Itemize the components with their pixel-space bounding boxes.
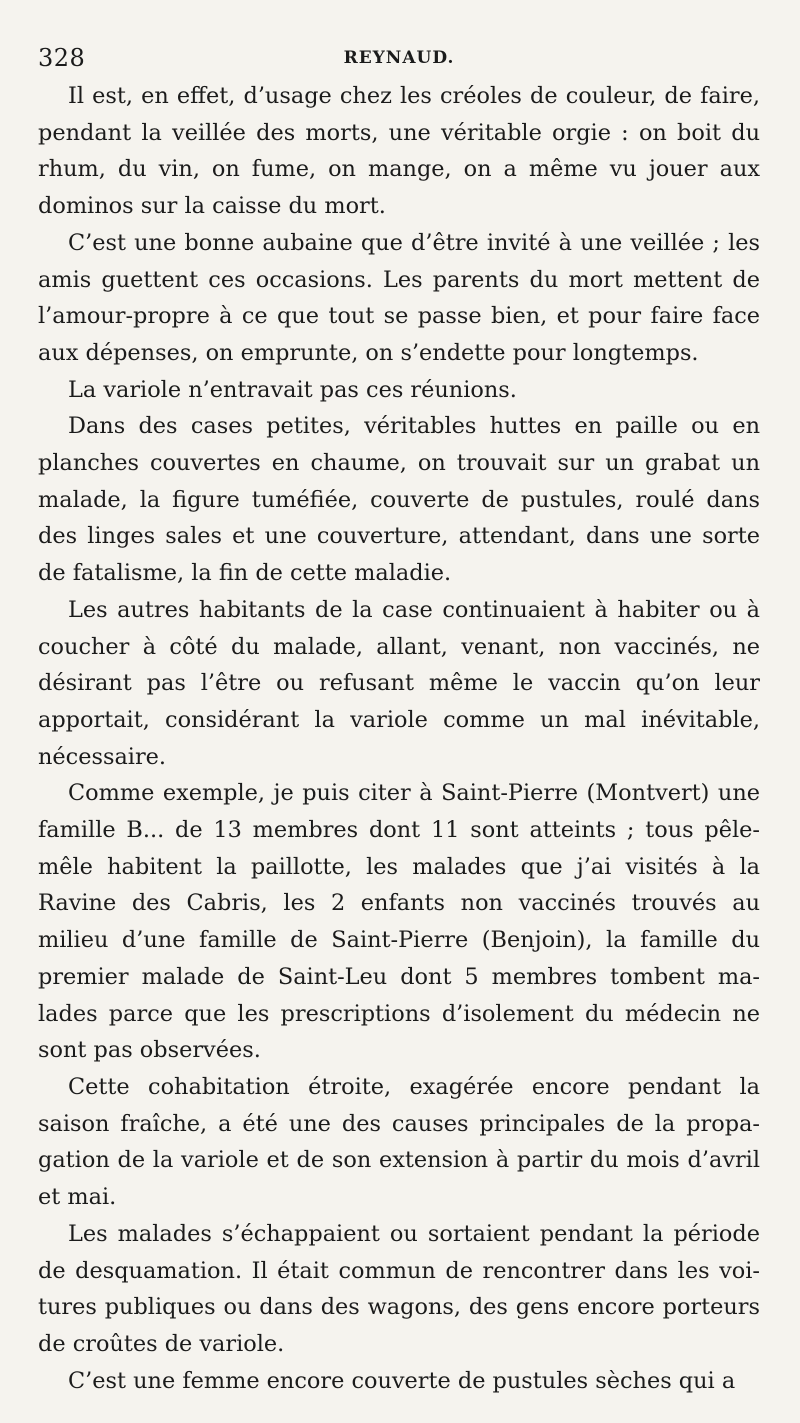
paragraph-3: La variole n’entravait pas ces réunions. [68,376,517,403]
paragraph-8: Les malades s’échappaient ou sortaient pendant la période de desquamation. Il était commun de rencontrer dans les voitures publiques ou dans des wagons, des gens encore porteurs de croûtes de variole. [38,1220,760,1357]
running-title: REYNAUD. [343,48,455,68]
paragraph-7: Cette cohabitation étroite, exagérée encore pendant la saison fraîche, a été une des causes principales de la propagation de la variole et de son extension à partir du mois d’avril et mai. [38,1073,760,1211]
paragraph-6: Comme exemple, je puis citer à Saint-Pierre (Montvert) une famille B... de 13 membres dont 11 sont atteints ; tous pêle-mêle habitent la paillotte, les malades que j’ai visités à la Ravine des Cabris, les 2 enfants non vaccinés trouvés au milieu d’une famille de Saint-Pierre (Benjoin), la famille du premier malade de Saint-Leu dont 5 membres tombent malades parce que les prescriptions d’isolement du médecin ne sont pas observées. [38,780,760,1064]
paragraph-2: C’est une bonne aubaine que d’être invité à une veillée ; les amis guettent ces occasions. Les parents du mort mettent de l’amour-propre à ce que tout se passe bien, et pour faire face aux dépenses, on emprunte, on s’endette pour longtemps. [38,229,760,366]
running-head [38,38,760,78]
page-number: 328 [38,44,86,72]
paragraph-9: C’est une femme encore couverte de pustules sèches qui a [68,1367,736,1394]
paragraph-4: Dans des cases petites, véritables huttes en paille ou en planches couvertes en chaume, on trouvait sur un grabat un malade, la figure tuméfiée, couverte de pustules, roulé dans des linges sales et une couverture, attendant, dans une sorte de fatalisme, la fin de cette maladie. [38,413,760,587]
paragraph-1: Il est, en effet, d’usage chez les créoles de couleur, de faire, pendant la veillée des morts, une véritable orgie : on boit du rhum, du vin, on fume, on mange, on a même vu jouer aux dominos sur la caisse du mort. [38,83,760,220]
paragraph-5: Les autres habitants de la case continuaient à habiter ou à coucher à côté du malade, allant, venant, non vaccinés, ne désirant pas l’être ou refusant même le vaccin qu’on leur apportait, considérant la variole comme un mal inévitable, nécessaire. [38,596,760,770]
body-text [38,78,760,1399]
